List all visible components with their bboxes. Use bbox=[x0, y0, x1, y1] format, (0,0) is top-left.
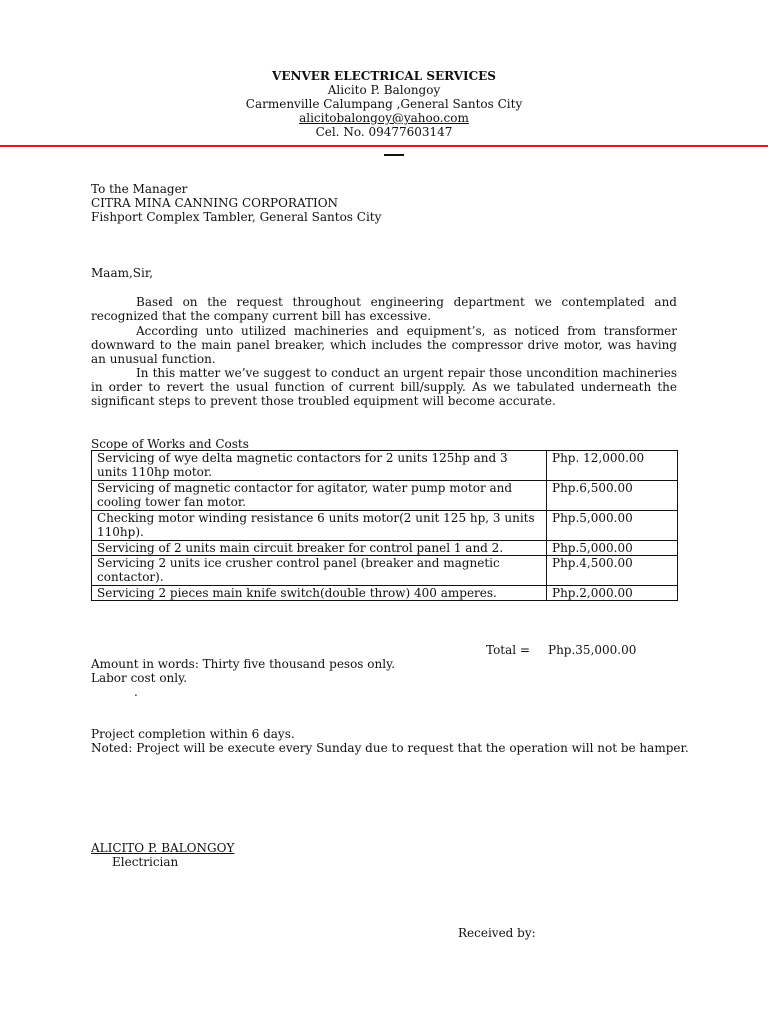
signatory-title: Electrician bbox=[112, 855, 179, 869]
cost-cell: Php.5,000.00 bbox=[547, 541, 678, 556]
table-row bbox=[92, 511, 678, 541]
table-row bbox=[92, 451, 678, 481]
scope-title: Scope of Works and Costs bbox=[91, 437, 249, 451]
cost-cell: Php.6,500.00 bbox=[547, 481, 678, 511]
schedule-note: Noted: Project will be execute every Sunday due to request that the operation will not be hamper. bbox=[91, 741, 689, 755]
work-cell: Servicing 2 pieces main knife switch(double throw) 400 amperes. bbox=[92, 586, 547, 601]
cost-cell: Php.4,500.00 bbox=[547, 556, 678, 586]
amount-in-words: Amount in words: Thirty five thousand pesos only. bbox=[91, 657, 396, 671]
recipient-address: Fishport Complex Tambler, General Santos City bbox=[91, 210, 382, 224]
header-dash bbox=[384, 154, 404, 156]
table-row bbox=[92, 556, 678, 586]
cost-cell: Php.5,000.00 bbox=[547, 511, 678, 541]
table-row bbox=[92, 481, 678, 511]
body-paragraph-2: According unto utilized machineries and equipment’s, as noticed from transformer downward to the main panel breaker, which includes the compressor drive motor, was having an unusual function. bbox=[91, 324, 677, 366]
recipient-company: CITRA MINA CANNING CORPORATION bbox=[91, 196, 339, 210]
total-value: Php.35,000.00 bbox=[548, 643, 637, 657]
work-cell: Servicing 2 units ice crusher control panel (breaker and magnetic contactor). bbox=[92, 556, 547, 586]
labor-note: Labor cost only. bbox=[91, 671, 188, 685]
body-paragraph-3: In this matter we’ve suggest to conduct an urgent repair those uncondition machineries in order to revert the usual function of current bill/supply. As we tabulated underneath the significant steps to prevent those troubled equipment will become accurate. bbox=[91, 366, 677, 408]
salutation: Maam,Sir, bbox=[91, 266, 154, 280]
header-divider bbox=[0, 145, 768, 147]
body-paragraph-1: Based on the request throughout engineering department we contemplated and recognized that the company current bill has excessive. bbox=[91, 295, 677, 323]
signatory-name: ALICITO P. BALONGOY bbox=[91, 841, 235, 855]
table-row bbox=[92, 541, 678, 556]
completion-note: Project completion within 6 days. bbox=[91, 727, 295, 741]
recipient-title: To the Manager bbox=[91, 182, 188, 196]
company-email[interactable]: alicitobalongoy@yahoo.com bbox=[299, 111, 469, 125]
owner-name: Alicito P. Balongoy bbox=[327, 83, 441, 97]
table-row bbox=[92, 586, 678, 601]
cost-cell: Php. 12,000.00 bbox=[547, 451, 678, 481]
work-cell: Servicing of 2 units main circuit breaker for control panel 1 and 2. bbox=[92, 541, 547, 556]
work-cell: Checking motor winding resistance 6 units motor(2 unit 125 hp, 3 units 110hp). bbox=[92, 511, 547, 541]
company-name: VENVER ELECTRICAL SERVICES bbox=[272, 69, 496, 83]
stray-dot: . bbox=[134, 685, 138, 699]
cost-cell: Php.2,000.00 bbox=[547, 586, 678, 601]
received-by-label: Received by: bbox=[458, 926, 536, 940]
company-address: Carmenville Calumpang ,General Santos City bbox=[245, 97, 523, 111]
total-label: Total = bbox=[486, 643, 530, 657]
work-cell: Servicing of magnetic contactor for agitator, water pump motor and cooling tower fan motor. bbox=[92, 481, 547, 511]
work-cell: Servicing of wye delta magnetic contactors for 2 units 125hp and 3 units 110hp motor. bbox=[92, 451, 547, 481]
scope-table bbox=[91, 450, 678, 601]
company-phone: Cel. No. 09477603147 bbox=[315, 125, 453, 139]
